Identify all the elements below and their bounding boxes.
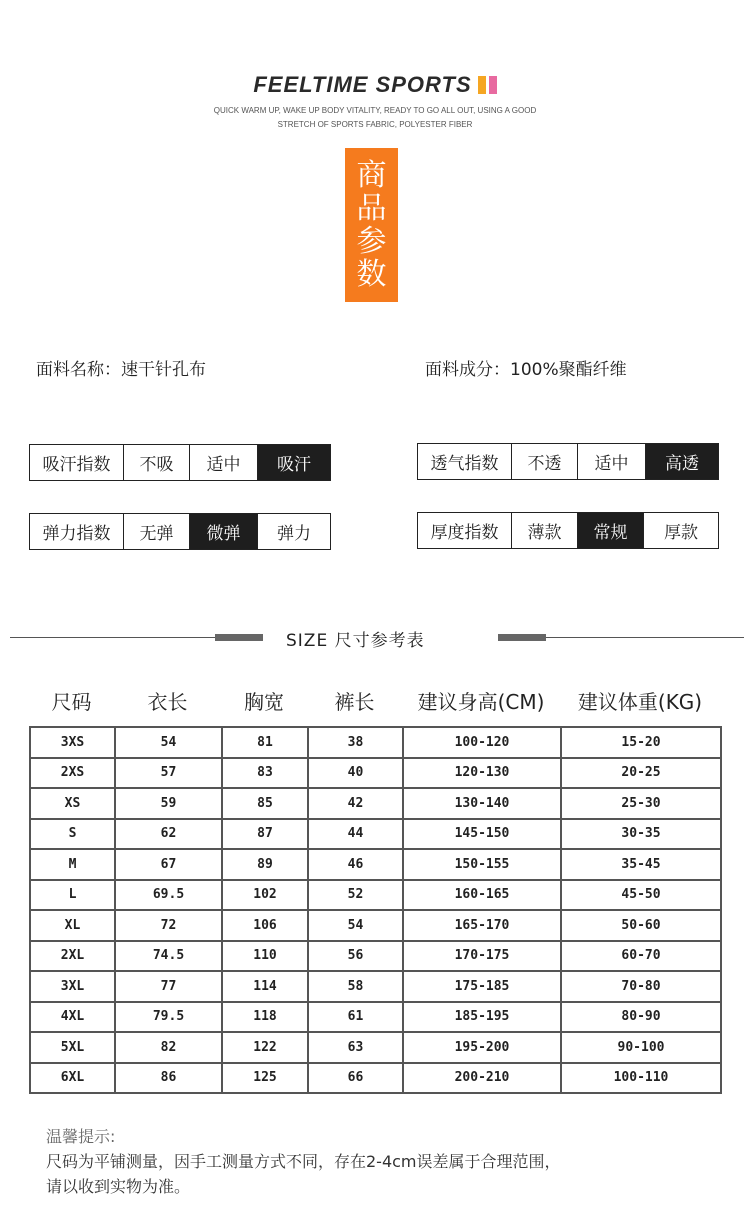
table-cell: M: [30, 849, 115, 880]
table-cell: 79.5: [115, 1002, 222, 1033]
table-row: [30, 971, 721, 1002]
table-cell: 102: [222, 880, 308, 911]
column-header: 尺码: [51, 690, 92, 714]
table-row: [30, 758, 721, 789]
column-header: 衣长: [147, 690, 188, 714]
table-cell: 63: [308, 1032, 403, 1063]
table-row: [30, 910, 721, 941]
table-cell: 2XS: [30, 758, 115, 789]
size-table-body: [30, 727, 721, 1093]
rating-option: 厚款: [644, 513, 718, 548]
rating-option: 适中: [190, 445, 258, 480]
table-cell: 62: [115, 819, 222, 850]
table-row: [30, 819, 721, 850]
rating-option: 弹力: [258, 514, 330, 549]
rating-label: 弹力指数: [30, 514, 124, 549]
table-cell: 77: [115, 971, 222, 1002]
table-cell: XS: [30, 788, 115, 819]
brand-bar-pink: [489, 76, 497, 94]
table-row: [30, 788, 721, 819]
size-table: [29, 726, 722, 1094]
table-cell: 82: [115, 1032, 222, 1063]
table-cell: 160-165: [403, 880, 561, 911]
table-row: [30, 880, 721, 911]
table-cell: 125: [222, 1063, 308, 1094]
column-header: 建议身高(CM): [417, 690, 545, 714]
table-row: [30, 1063, 721, 1094]
banner-char: 商: [356, 158, 387, 193]
table-cell: 15-20: [561, 727, 721, 758]
table-cell: 120-130: [403, 758, 561, 789]
table-cell: 5XL: [30, 1032, 115, 1063]
table-cell: 54: [308, 910, 403, 941]
table-cell: 60-70: [561, 941, 721, 972]
table-cell: 145-150: [403, 819, 561, 850]
table-cell: 165-170: [403, 910, 561, 941]
table-cell: 150-155: [403, 849, 561, 880]
table-cell: L: [30, 880, 115, 911]
column-header: 胸宽: [244, 690, 284, 714]
rating-option: 常规: [578, 513, 644, 548]
table-cell: 185-195: [403, 1002, 561, 1033]
table-cell: 66: [308, 1063, 403, 1094]
table-cell: 100-120: [403, 727, 561, 758]
table-cell: 114: [222, 971, 308, 1002]
table-cell: 90-100: [561, 1032, 721, 1063]
table-cell: 30-35: [561, 819, 721, 850]
table-cell: 52: [308, 880, 403, 911]
table-cell: XL: [30, 910, 115, 941]
table-cell: 54: [115, 727, 222, 758]
table-row: [30, 1032, 721, 1063]
brand-subtitle: [0, 104, 750, 132]
table-cell: 87: [222, 819, 308, 850]
table-cell: 110: [222, 941, 308, 972]
table-cell: 89: [222, 849, 308, 880]
rating-label: 透气指数: [418, 444, 512, 479]
table-cell: 59: [115, 788, 222, 819]
table-cell: 85: [222, 788, 308, 819]
table-cell: 56: [308, 941, 403, 972]
brand-logo-bars-icon: [478, 76, 497, 94]
table-row: [30, 1002, 721, 1033]
rating-option: 不透: [512, 444, 578, 479]
table-cell: 50-60: [561, 910, 721, 941]
table-cell: 100-110: [561, 1063, 721, 1094]
table-cell: 67: [115, 849, 222, 880]
table-cell: 69.5: [115, 880, 222, 911]
size-note: [46, 1124, 561, 1199]
table-row: [30, 941, 721, 972]
rating-thickness: [417, 512, 719, 549]
fabric-composition: 面料成分：100%聚酯纤维: [425, 360, 627, 380]
brand-header: [0, 72, 750, 132]
rating-option: 不吸: [124, 445, 190, 480]
table-cell: 130-140: [403, 788, 561, 819]
rating-elasticity: [29, 513, 331, 550]
rating-breathability: [417, 443, 719, 480]
rating-option: 无弹: [124, 514, 190, 549]
table-cell: 80-90: [561, 1002, 721, 1033]
table-row: [30, 727, 721, 758]
banner-char: 参: [356, 224, 387, 259]
table-cell: 170-175: [403, 941, 561, 972]
fabric-name: 面料名称：速干针孔布: [36, 360, 206, 380]
note-line1: 尺码为平铺测量，因手工测量方式不同，存在2-4cm误差属于合理范围，: [46, 1152, 561, 1171]
divider-dash-left: [215, 634, 263, 641]
table-cell: 122: [222, 1032, 308, 1063]
table-row: [30, 849, 721, 880]
note-line2: 请以收到实物为准。: [46, 1177, 191, 1196]
table-cell: 57: [115, 758, 222, 789]
divider-dash-right: [498, 634, 546, 641]
table-cell: 42: [308, 788, 403, 819]
column-header: 建议体重(KG): [577, 690, 703, 714]
table-cell: 2XL: [30, 941, 115, 972]
table-cell: 45-50: [561, 880, 721, 911]
table-cell: 118: [222, 1002, 308, 1033]
rating-option: 适中: [578, 444, 646, 479]
table-cell: 46: [308, 849, 403, 880]
table-cell: S: [30, 819, 115, 850]
brand-subtitle-line2: STRETCH OF SPORTS FABRIC, POLYESTER FIBER: [277, 120, 473, 129]
table-cell: 35-45: [561, 849, 721, 880]
table-cell: 74.5: [115, 941, 222, 972]
table-cell: 86: [115, 1063, 222, 1094]
table-cell: 40: [308, 758, 403, 789]
rating-option: 薄款: [512, 513, 578, 548]
table-cell: 72: [115, 910, 222, 941]
table-cell: 70-80: [561, 971, 721, 1002]
table-cell: 200-210: [403, 1063, 561, 1094]
brand-bar-orange: [478, 76, 486, 94]
brand-title: [253, 72, 496, 98]
table-cell: 3XS: [30, 727, 115, 758]
note-title: 温馨提示:: [46, 1127, 116, 1146]
product-params-banner: [345, 148, 398, 302]
rating-label: 厚度指数: [418, 513, 512, 548]
rating-option: 吸汗: [258, 445, 330, 480]
rating-sweat-absorption: [29, 444, 331, 481]
table-cell: 61: [308, 1002, 403, 1033]
table-cell: 175-185: [403, 971, 561, 1002]
table-cell: 20-25: [561, 758, 721, 789]
brand-title-text: FEELTIME SPORTS: [253, 72, 472, 97]
column-header: 裤长: [334, 690, 375, 714]
rating-label: 吸汗指数: [30, 445, 124, 480]
table-cell: 38: [308, 727, 403, 758]
banner-char: 数: [356, 257, 387, 292]
table-cell: 25-30: [561, 788, 721, 819]
rating-option: 高透: [646, 444, 718, 479]
size-chart-title: SIZE 尺寸参考表: [286, 631, 425, 651]
table-cell: 83: [222, 758, 308, 789]
table-cell: 44: [308, 819, 403, 850]
table-cell: 195-200: [403, 1032, 561, 1063]
table-cell: 3XL: [30, 971, 115, 1002]
table-cell: 4XL: [30, 1002, 115, 1033]
divider-line-left: [10, 637, 215, 638]
table-cell: 58: [308, 971, 403, 1002]
divider-line-right: [546, 637, 744, 638]
rating-option: 微弹: [190, 514, 258, 549]
table-cell: 81: [222, 727, 308, 758]
table-cell: 106: [222, 910, 308, 941]
banner-char: 品: [356, 191, 387, 226]
table-cell: 6XL: [30, 1063, 115, 1094]
brand-subtitle-line1: QUICK WARM UP, WAKE UP BODY VITALITY, READY TO GO ALL OUT, USING A GOOD: [213, 106, 537, 115]
